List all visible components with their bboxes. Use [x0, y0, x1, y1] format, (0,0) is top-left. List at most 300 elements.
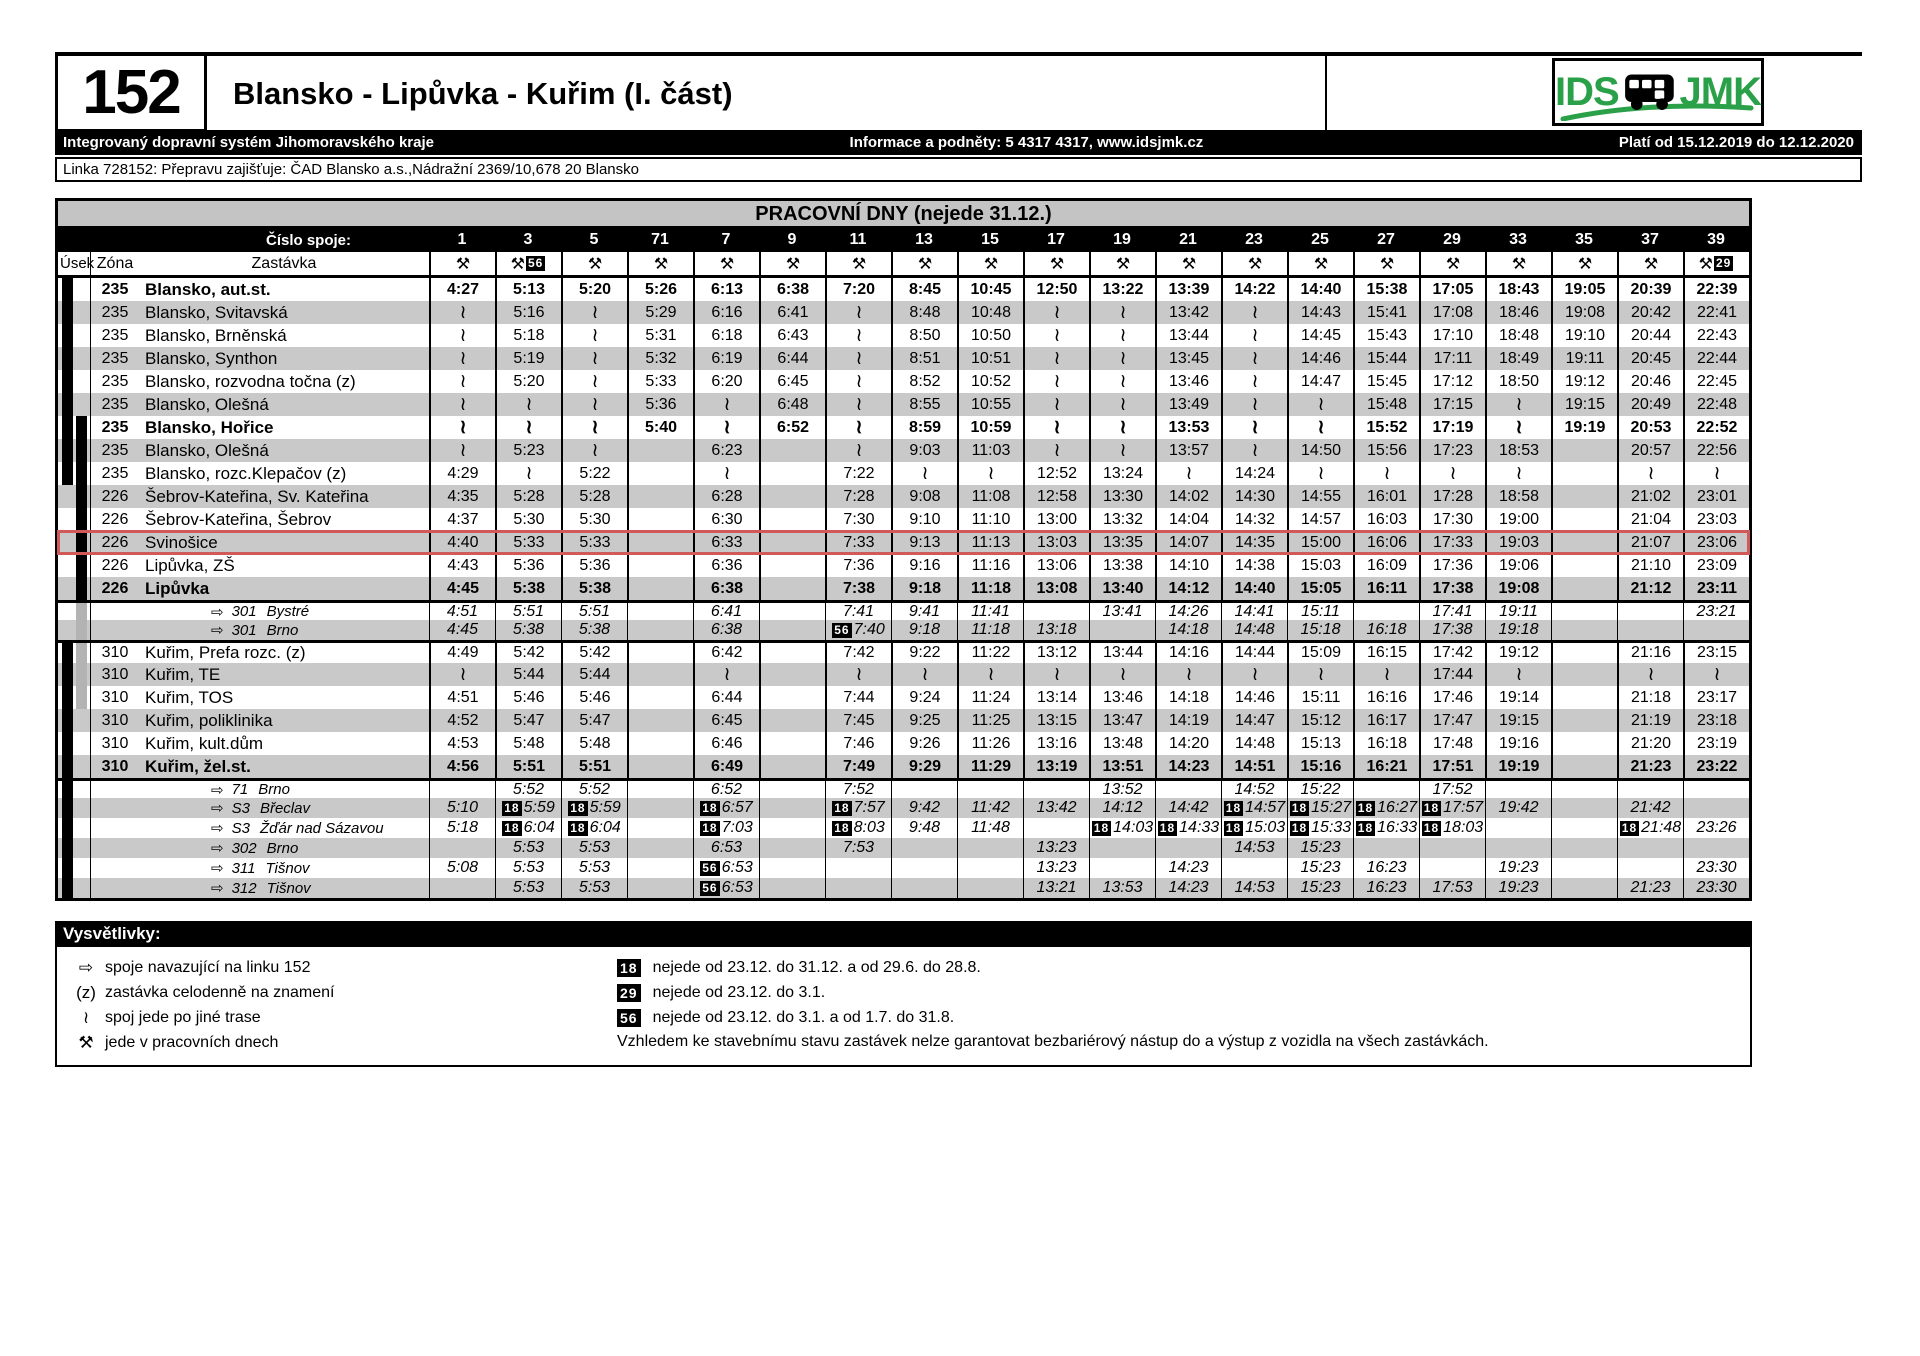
departure-time: 13:24: [1102, 464, 1144, 482]
trip-symbol-cell: [561, 252, 627, 275]
usek-bar-2: [76, 798, 87, 818]
time-cell: [561, 755, 627, 778]
restriction-badge: 56: [834, 622, 850, 637]
time-cell: [1221, 732, 1287, 755]
time-cell: [1287, 878, 1353, 898]
departure-time: 20:44: [1630, 326, 1672, 344]
stop-name-cell: [139, 462, 429, 485]
connection-line-number: 301: [231, 621, 257, 639]
time-cell: [1155, 798, 1221, 818]
departure-time: 5:31: [645, 326, 677, 344]
time-cell: [957, 508, 1023, 531]
departure-time: 7:20: [842, 280, 876, 298]
departure-time: 20:49: [1630, 395, 1672, 413]
departure-time: 14:03: [1113, 819, 1154, 836]
time-cell: [1221, 755, 1287, 778]
time-cell: [495, 347, 561, 370]
stop-name-cell: [139, 439, 429, 462]
time-cell: [1023, 878, 1089, 898]
time-cell: [1683, 732, 1749, 755]
time-cell: [1221, 838, 1287, 858]
timetable-row: [58, 462, 1749, 485]
time-cell: [1683, 531, 1749, 554]
time-cell: [891, 278, 957, 301]
departure-time: 11:26: [971, 734, 1011, 752]
departure-time: 11:29: [970, 757, 1012, 775]
time-cell: [891, 554, 957, 577]
usek-bar-2: [76, 462, 87, 485]
departure-time: 13:14: [1036, 688, 1078, 706]
time-cell: [1023, 370, 1089, 393]
time-cell: [759, 462, 825, 485]
departure-time: 13:35: [1102, 533, 1144, 551]
departure-time: 9:24: [909, 688, 941, 706]
zone-cell: 235: [101, 441, 129, 459]
time-cell: [1023, 709, 1089, 732]
departure-time: 13:08: [1036, 579, 1078, 597]
timetable-row: [58, 439, 1749, 462]
different-route-icon: ≀: [921, 664, 929, 685]
departure-time: 9:25: [909, 711, 941, 729]
time-cell: [1155, 781, 1221, 798]
departure-time: 5:28: [513, 487, 545, 505]
timetable-row: [58, 755, 1749, 778]
different-route-icon: ≀: [1119, 417, 1127, 438]
connection-arrow-icon: ⇨: [211, 840, 224, 857]
different-route-icon: ≀: [1383, 664, 1391, 685]
departure-time: 15:03: [1245, 819, 1286, 836]
time-cell: [1221, 508, 1287, 531]
time-cell: [1155, 838, 1221, 858]
time-cell: [693, 485, 759, 508]
departure-time: 15:03: [1300, 556, 1342, 574]
usek-section-bars: [58, 603, 91, 620]
departure-time: 16:16: [1366, 688, 1408, 706]
timetable-page: [55, 52, 1862, 1067]
departure-time: 5:28: [579, 487, 611, 505]
time-cell: [891, 781, 957, 798]
departure-time: 13:51: [1102, 757, 1144, 775]
time-cell: [891, 462, 957, 485]
connection-destination: Břeclav: [259, 799, 310, 817]
departure-time: 17:41: [1432, 602, 1473, 620]
time-cell: [627, 416, 693, 439]
time-cell: [759, 663, 825, 686]
time-cell: [957, 577, 1023, 600]
departure-time: 13:41: [1102, 602, 1143, 620]
restriction-badge: 56: [702, 860, 718, 875]
stop-name-cell: [139, 709, 429, 732]
time-cell: [1023, 838, 1089, 858]
time-cell: [1683, 781, 1749, 798]
time-cell: [957, 818, 1023, 838]
departure-time: 5:30: [579, 510, 611, 528]
departure-time: 11:10: [971, 510, 1011, 528]
time-cell: [1551, 755, 1617, 778]
departure-time: 5:51: [578, 602, 611, 620]
time-cell: [495, 393, 561, 416]
departure-time: 5:53: [512, 859, 545, 876]
departure-time: 14:40: [1234, 579, 1276, 597]
departure-time: 5:51: [578, 757, 612, 775]
departure-time: 23:19: [1696, 734, 1738, 752]
zone-cell: 310: [101, 644, 129, 661]
time-cell: [495, 686, 561, 709]
workdays-icon: ⚒: [1643, 255, 1659, 273]
time-cell: [495, 462, 561, 485]
time-cell: [759, 878, 825, 898]
time-cell: [759, 393, 825, 416]
departure-time: 13:16: [1036, 734, 1078, 752]
workdays-icon: ⚒: [1049, 255, 1065, 273]
usek-section-bars: [58, 439, 91, 462]
time-cell: [1683, 347, 1749, 370]
departure-time: 14:18: [1168, 621, 1209, 638]
departure-time: 21:12: [1630, 579, 1672, 597]
departure-time: 6:45: [777, 372, 809, 390]
info-bar-system: Integrovaný dopravní systém Jihomoravského kraje: [63, 134, 434, 151]
departure-time: 14:38: [1234, 556, 1276, 574]
time-cell: [1617, 838, 1683, 858]
departure-time: 5:30: [513, 510, 545, 528]
time-cell: [1221, 347, 1287, 370]
time-cell: [1089, 577, 1155, 600]
time-cell: [1551, 838, 1617, 858]
time-cell: [957, 838, 1023, 858]
departure-time: 21:23: [1630, 879, 1671, 896]
stop-name: Šebrov-Kateřina, Sv. Kateřina: [145, 486, 369, 506]
departure-time: 18:58: [1498, 487, 1540, 505]
time-cell: [693, 370, 759, 393]
time-cell: [1683, 603, 1749, 620]
time-cell: [1485, 577, 1551, 600]
time-cell: [495, 818, 561, 838]
departure-time: 19:12: [1564, 372, 1606, 390]
usek-bar-2: [76, 370, 87, 393]
departure-time: 13:19: [1036, 757, 1078, 775]
time-cell: [825, 603, 891, 620]
connection-line-number: S3: [231, 799, 250, 817]
time-cell: [1287, 347, 1353, 370]
time-cell: [627, 798, 693, 818]
timetable-row: [58, 778, 1749, 798]
departure-time: 13:42: [1036, 799, 1077, 816]
different-route-icon: ≀: [1119, 325, 1127, 346]
departure-time: 16:15: [1366, 644, 1408, 661]
time-cell: [429, 603, 495, 620]
usek-bar-1: [62, 439, 73, 462]
time-cell: [825, 462, 891, 485]
departure-time: 16:18: [1366, 734, 1408, 752]
time-cell: [1683, 709, 1749, 732]
departure-time: 6:28: [711, 487, 743, 505]
trip-symbol-cell: [1155, 252, 1221, 275]
time-cell: [1551, 709, 1617, 732]
time-cell: [825, 620, 891, 640]
departure-time: 6:19: [711, 349, 743, 367]
time-cell: [693, 508, 759, 531]
usek-bar-1: [62, 709, 73, 732]
time-cell: [693, 301, 759, 324]
time-cell: [1485, 278, 1551, 301]
different-route-icon: ≀: [1515, 463, 1523, 484]
time-cell: [693, 663, 759, 686]
departure-time: 17:15: [1432, 395, 1474, 413]
zone-cell: 235: [101, 418, 129, 436]
usek-section-bars: [58, 577, 91, 600]
departure-time: 22:48: [1696, 395, 1738, 413]
departure-time: 7:33: [843, 533, 875, 551]
departure-time: 16:21: [1366, 757, 1408, 775]
departure-time: 6:53: [710, 839, 743, 856]
time-cell: [561, 462, 627, 485]
usek-section-bars: [58, 347, 91, 370]
stop-name: Svinošice: [145, 532, 218, 552]
time-cell: [1221, 878, 1287, 898]
time-cell: [693, 554, 759, 577]
departure-time: 13:53: [1102, 879, 1143, 896]
departure-time: 21:19: [1630, 711, 1672, 729]
legend-item: [67, 980, 617, 1005]
usek-bar-1: [62, 301, 73, 324]
restriction-badge: 18: [834, 820, 850, 835]
trip-number: 21: [1179, 231, 1197, 248]
different-route-icon: ≀: [723, 417, 731, 438]
time-cell: [1683, 370, 1749, 393]
trip-symbol-cell: [1683, 252, 1749, 275]
time-cell: [759, 347, 825, 370]
time-cell: [1089, 462, 1155, 485]
time-cell: [561, 709, 627, 732]
connection-destination: Brno: [266, 839, 299, 857]
time-cell: [1485, 347, 1551, 370]
time-cell: [1221, 416, 1287, 439]
departure-time: 9:42: [908, 799, 941, 816]
time-cell: [1089, 370, 1155, 393]
time-cell: [1485, 531, 1551, 554]
time-cell: [1287, 838, 1353, 858]
time-cell: [1023, 554, 1089, 577]
time-cell: [1155, 709, 1221, 732]
time-cell: [1419, 393, 1485, 416]
restriction-badge: 18: [1225, 800, 1242, 815]
time-cell: [825, 686, 891, 709]
departure-time: 13:21: [1036, 879, 1077, 896]
different-route-icon: ≀: [855, 417, 863, 438]
departure-time: 11:03: [971, 441, 1011, 459]
bus-icon: [1623, 69, 1676, 115]
departure-time: 17:19: [1432, 418, 1474, 436]
restriction-badge: 56: [527, 256, 544, 270]
workdays-icon: ⚒: [1511, 255, 1527, 273]
different-route-icon: ≀: [855, 394, 863, 415]
timetable-row: [58, 858, 1749, 878]
time-cell: [693, 347, 759, 370]
departure-time: 10:45: [970, 280, 1012, 298]
zone-cell: 235: [101, 349, 129, 367]
time-cell: [429, 278, 495, 301]
time-cell: [891, 324, 957, 347]
time-cell: [1023, 798, 1089, 818]
time-cell: [957, 439, 1023, 462]
time-cell: [561, 643, 627, 663]
departure-time: 19:18: [1498, 621, 1539, 638]
departure-time: 8:03: [853, 819, 885, 836]
stop-name-cell: [139, 878, 429, 898]
departure-time: 14:22: [1234, 280, 1276, 298]
connection-line-number: 71: [231, 781, 249, 798]
stop-name: Lipůvka: [145, 578, 210, 598]
departure-time: 14:51: [1234, 757, 1276, 775]
different-route-icon: ≀: [1317, 664, 1325, 685]
departure-time: 13:53: [1168, 418, 1210, 436]
time-cell: [891, 755, 957, 778]
line-number: 152: [55, 56, 207, 132]
time-cell: [1023, 439, 1089, 462]
stop-name: Šebrov-Kateřina, Šebrov: [145, 509, 332, 529]
time-cell: [891, 603, 957, 620]
time-cell: [1683, 462, 1749, 485]
time-cell: [561, 781, 627, 798]
stop-name: Blansko, Olešná: [145, 394, 269, 414]
trip-number: 25: [1311, 231, 1329, 248]
workdays-icon: ⚒: [785, 255, 801, 273]
time-cell: [561, 393, 627, 416]
departure-time: 16:18: [1366, 621, 1407, 638]
legend-item: [617, 980, 1750, 1005]
legend-item: [617, 955, 1750, 980]
time-cell: [1353, 278, 1419, 301]
departure-time: 15:33: [1311, 819, 1352, 836]
different-route-icon: ≀: [1119, 394, 1127, 415]
departure-time: 5:52: [578, 780, 611, 798]
restriction-badge: 18: [1621, 820, 1638, 835]
departure-time: 13:44: [1168, 326, 1210, 344]
time-cell: [561, 324, 627, 347]
departure-time: 16:27: [1377, 799, 1418, 816]
usek-section-bars: [58, 554, 91, 577]
stop-name: Kuřim, Prefa rozc. (z): [145, 643, 306, 662]
departure-time: 6:16: [711, 303, 743, 321]
time-cell: [1023, 603, 1089, 620]
stop-name-cell: [139, 732, 429, 755]
departure-time: 5:33: [645, 372, 677, 390]
departure-time: 9:10: [909, 510, 941, 528]
time-cell: [1353, 643, 1419, 663]
timetable-row: [58, 301, 1749, 324]
connection-line-number: 311: [231, 859, 256, 877]
time-cell: [1419, 485, 1485, 508]
departure-time: 13:23: [1036, 839, 1077, 856]
departure-time: 5:19: [513, 349, 545, 367]
time-cell: [759, 278, 825, 301]
departure-time: 11:24: [971, 688, 1011, 706]
zona-header: Zóna: [96, 254, 134, 272]
time-cell: [1419, 643, 1485, 663]
departure-time: 13:12: [1036, 644, 1078, 661]
legend-item: [67, 1030, 617, 1055]
stop-name: Blansko, rozc.Klepačov (z): [145, 463, 347, 483]
departure-time: 6:13: [710, 280, 744, 298]
departure-time: 23:11: [1696, 579, 1738, 597]
time-cell: [891, 858, 957, 878]
zone-cell: [91, 818, 139, 838]
time-cell: [1551, 508, 1617, 531]
usek-bar-2: [76, 577, 87, 600]
usek-bar-2: [76, 620, 87, 640]
departure-time: 22:41: [1696, 303, 1738, 321]
time-cell: [759, 370, 825, 393]
timetable-row: [58, 686, 1749, 709]
time-cell: [1419, 416, 1485, 439]
time-cell: [1287, 577, 1353, 600]
time-cell: [1683, 393, 1749, 416]
connection-destination: Brno: [266, 621, 299, 639]
connection-arrow-icon: ⇨: [211, 603, 224, 620]
time-cell: [759, 554, 825, 577]
time-cell: [1287, 818, 1353, 838]
departure-time: 14:16: [1168, 644, 1210, 661]
different-route-icon: ≀: [459, 664, 467, 685]
stop-name: Blansko, Svitavská: [145, 302, 288, 322]
legend-right-column: [617, 955, 1750, 1055]
time-cell: [1221, 485, 1287, 508]
different-route-icon: ≀: [1053, 440, 1061, 461]
time-cell: [891, 838, 957, 858]
zone-cell: [91, 603, 139, 620]
time-cell: [429, 620, 495, 640]
departure-time: 17:10: [1432, 326, 1474, 344]
time-cell: [1485, 818, 1551, 838]
departure-time: 11:18: [970, 579, 1012, 597]
departure-time: 14:35: [1234, 533, 1276, 551]
departure-time: 6:45: [711, 711, 743, 729]
departure-time: 17:57: [1443, 799, 1484, 816]
time-cell: [825, 393, 891, 416]
departure-time: 17:46: [1432, 688, 1474, 706]
departure-time: 23:30: [1696, 879, 1737, 896]
time-cell: [561, 531, 627, 554]
departure-time: 18:49: [1498, 349, 1540, 367]
time-cell: [1485, 370, 1551, 393]
departure-time: 4:49: [447, 644, 479, 661]
zastavka-header: Zastávka: [251, 254, 317, 272]
departure-time: 15:12: [1300, 711, 1342, 729]
time-cell: [891, 878, 957, 898]
legend-symbol: ≀: [82, 1007, 90, 1027]
departure-time: 5:16: [513, 303, 545, 321]
time-cell: [1155, 643, 1221, 663]
time-cell: [825, 798, 891, 818]
timetable-row: [58, 577, 1749, 600]
trip-symbol-cell: [759, 252, 825, 275]
departure-time: 14:55: [1300, 487, 1342, 505]
time-cell: [1089, 439, 1155, 462]
time-cell: [825, 577, 891, 600]
time-cell: [1617, 781, 1683, 798]
usek-bar-1: [62, 508, 73, 531]
time-cell: [957, 416, 1023, 439]
time-cell: [1353, 709, 1419, 732]
time-cell: [561, 686, 627, 709]
workdays-icon: ⚒: [455, 255, 471, 273]
time-cell: [1551, 462, 1617, 485]
time-cell: [957, 709, 1023, 732]
different-route-icon: ≀: [1515, 664, 1523, 685]
trip-symbol-cell: [1353, 252, 1419, 275]
time-cell: [693, 798, 759, 818]
departure-time: 9:26: [909, 734, 941, 752]
